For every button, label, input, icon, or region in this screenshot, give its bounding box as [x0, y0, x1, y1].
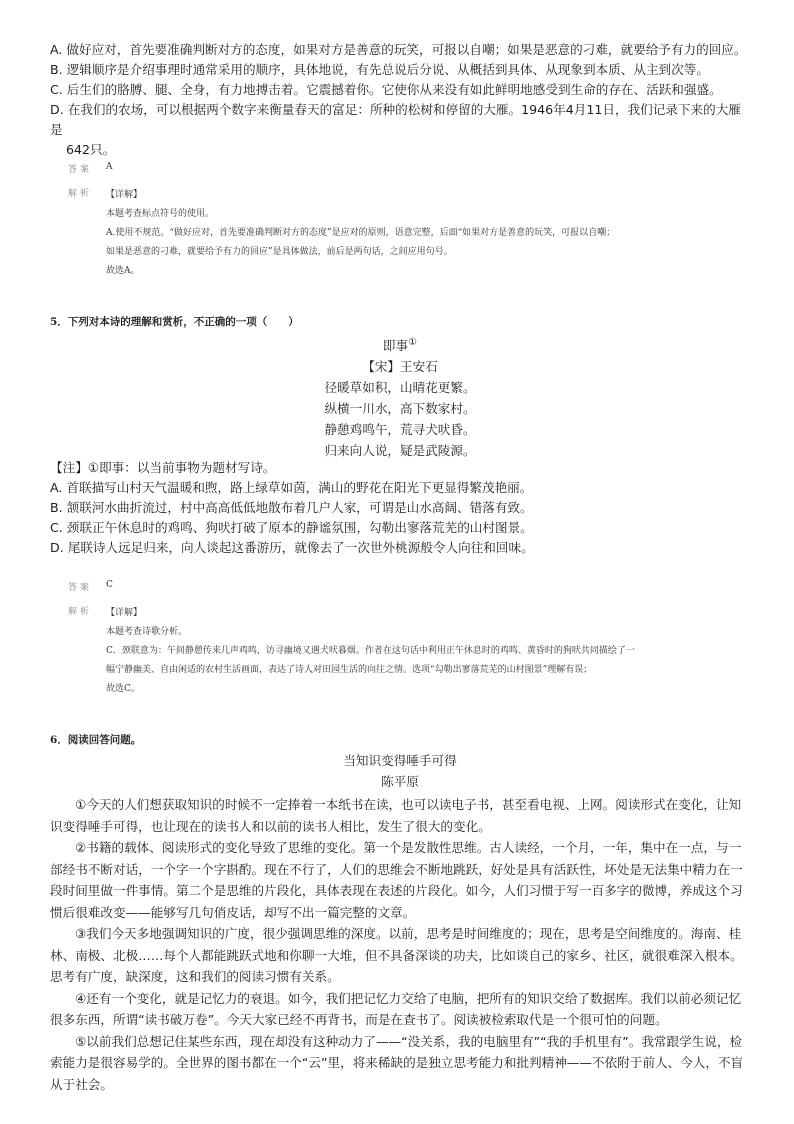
poem-title: 即事 [382, 338, 409, 354]
q5-answer-block [68, 580, 748, 598]
q4-option-d[interactable]: D. 在我们的农场，可以根据两个数字来衡量春天的富足：所种的松树和停留的大雁。1946年4月11日，我们记录下来的大雁是 [50, 102, 741, 137]
q5-body [50, 458, 750, 558]
q5-heading: 5．下列对本诗的理解和赏析，不正确的一项（ ） [50, 316, 299, 328]
q5-option-b[interactable]: B. 颔联河水曲折流过，村中高高低低地散布着几户人家，可谓是山水高阔、错落有致。 [50, 500, 533, 515]
explain-line: C．颈联意为：午间静憩传来几声鸡鸣，访寻幽境又遇犬吠暮烟。作者在这句话中利用正午休息时的鸡鸣、黄昏时的狗吠共同描绘了一 [106, 646, 635, 656]
answer-value: A [106, 162, 113, 172]
q4-options [50, 40, 750, 160]
explain-line: 本题考查标点符号的使用。 [106, 209, 215, 219]
q5-option-c[interactable]: C. 颈联正午休息时的鸡鸣、狗吠打破了原本的静谧氛围，勾勒出寥落荒芜的山村图景。 [50, 520, 533, 535]
poem-line: 静憩鸡鸣午，荒寻犬吠昏。 [324, 422, 476, 438]
explain-label: 解析 [68, 607, 93, 617]
article-title: 当知识变得唾手可得 [343, 753, 457, 768]
q4-option-a[interactable]: A. 做好应对，首先要准确判断对方的态度，如果对方是善意的玩笑，可报以自嘲；如果是恶意的刁难，就要给予有力的回应。 [50, 42, 747, 57]
q4-answer-block [68, 162, 748, 180]
article-paragraph: ⑤以前我们总想记住某些东西，现在却没有这种动力了——“没关系，我的电脑里有”“我的手机里有”。我常跟学生说，检索能力是很容易学的。全世界的图书都在一个“云”里，将来稀缺的是独立思考能力和批判精神——不依附于前人、今人，不盲从于社会。 [50, 1033, 744, 1092]
q5-option-d[interactable]: D. 尾联诗人远足归来，向人谈起这番游历，就像去了一次世外桃源般令人向往和回味。 [50, 540, 534, 555]
q5-poem [50, 332, 750, 461]
explain-line: 【详解】 [106, 608, 143, 618]
article-paragraph: ①今天的人们想获取知识的时候不一定捧着一本纸书在读，也可以读电子书，甚至看电视、上网。阅读形式在变化，让知识变得唾手可得，也让现在的读书人和以前的读书人相比，发生了很大的变化。 [50, 797, 742, 834]
answer-label: 答案 [68, 165, 93, 175]
q5-note: 【注】①即事：以当前事物为题材写诗。 [50, 460, 276, 475]
article-paragraph: ②书籍的载体、阅读形式的变化导致了思维的变化。第一个是发散性思维。古人读经，一个月，一年，集中在一点，与一部经书不断对话，一个字一个字斟酌。现在不行了，人们的思维会不断地跳跃，好处是具有活跃性，坏处是无法集中精力在一段时间里做一件事情。第二个是思维的片段化，具体表现在表述的片段化。如今，人们习惯于写一百多字的微博，养成这个习惯后很难改变——能够写几句俏皮话，却写不出一篇完整的文章。 [50, 840, 743, 920]
explain-line: A.使用不规范。“做好应对，首先要准确判断对方的态度”是应对的原则，语意完整，后面“如果对方是善意的玩笑，可报以自嘲； [106, 228, 616, 238]
explain-label: 解析 [68, 189, 93, 199]
answer-label: 答案 [68, 583, 93, 593]
q5-option-a[interactable]: A. 首联描写山村天气温暖和煦，路上绿草如茵，满山的野花在阳光下更显得繁茂艳丽。 [50, 480, 533, 495]
poem-author: 【宋】王安石 [362, 359, 438, 375]
article-paragraph: ④还有一个变化，就是记忆力的衰退。如今，我们把记忆力交给了电脑，把所有的知识交给了数据库。我们以前必须记忆很多东西，所谓“读书破万卷”。今天大家已经不再背书，而是在查书了。阅读被检索取代是一个很可怕的问题。 [50, 990, 742, 1027]
article-author: 陈平原 [381, 774, 419, 789]
poem-title-mark: ① [408, 337, 418, 348]
q4-option-d-cont: 642只。 [66, 142, 116, 157]
q6-heading: 6．阅读回答问题。 [50, 734, 142, 746]
q6-title-block [50, 750, 750, 792]
explain-line: 幅宁静幽美、自由闲适的农村生活画面，表达了诗人对田园生活的向往之情。选项“勾勒出寥落荒芜的山村图景”理解有误； [106, 665, 593, 675]
explain-line: 故选C。 [106, 684, 140, 694]
explain-lines [106, 604, 746, 699]
poem-line: 归来向人说，疑是武陵源。 [324, 443, 476, 459]
article-paragraph: ③我们今天多地强调知识的广度，很少强调思维的深度。以前，思考是时间维度的；现在，思考是空间维度的。海南、桂林、南极、北极……每个人都能跳跃式地和你聊一大堆，但不具备深谈的功夫，比如谈自己的家乡、社区，就很难深入根本。思考有广度，缺深度，这和我们的阅读习惯有关系。 [50, 926, 743, 984]
explain-line: 如果是恶意的刁难，就要给予有力的回应”是具体做法，前后是两句话，之间应用句号。 [106, 247, 453, 257]
poem-line: 纵横一川水，高下数家村。 [324, 401, 476, 417]
explain-line: 【详解】 [106, 190, 143, 200]
poem-title-row [50, 332, 750, 356]
poem-line: 径暖草如积，山晴花更繁。 [324, 380, 476, 396]
explain-lines [106, 186, 746, 281]
q4-option-c[interactable]: C. 后生们的胳膊、腿、全身，有力地搏击着。它震撼着你。它使你从来没有如此鲜明地感受到生命的存在、活跃和强盛。 [50, 82, 722, 97]
explain-line: 本题考查诗歌分析。 [106, 627, 188, 637]
explain-line: 故选A。 [106, 266, 140, 276]
q4-option-b[interactable]: B. 逻辑顺序是介绍事理时通常采用的顺序，具体地说，有先总说后分说、从概括到具体、从现象到本质、从主到次等。 [50, 62, 709, 77]
article-body [50, 794, 748, 1095]
answer-value: C [106, 580, 113, 590]
